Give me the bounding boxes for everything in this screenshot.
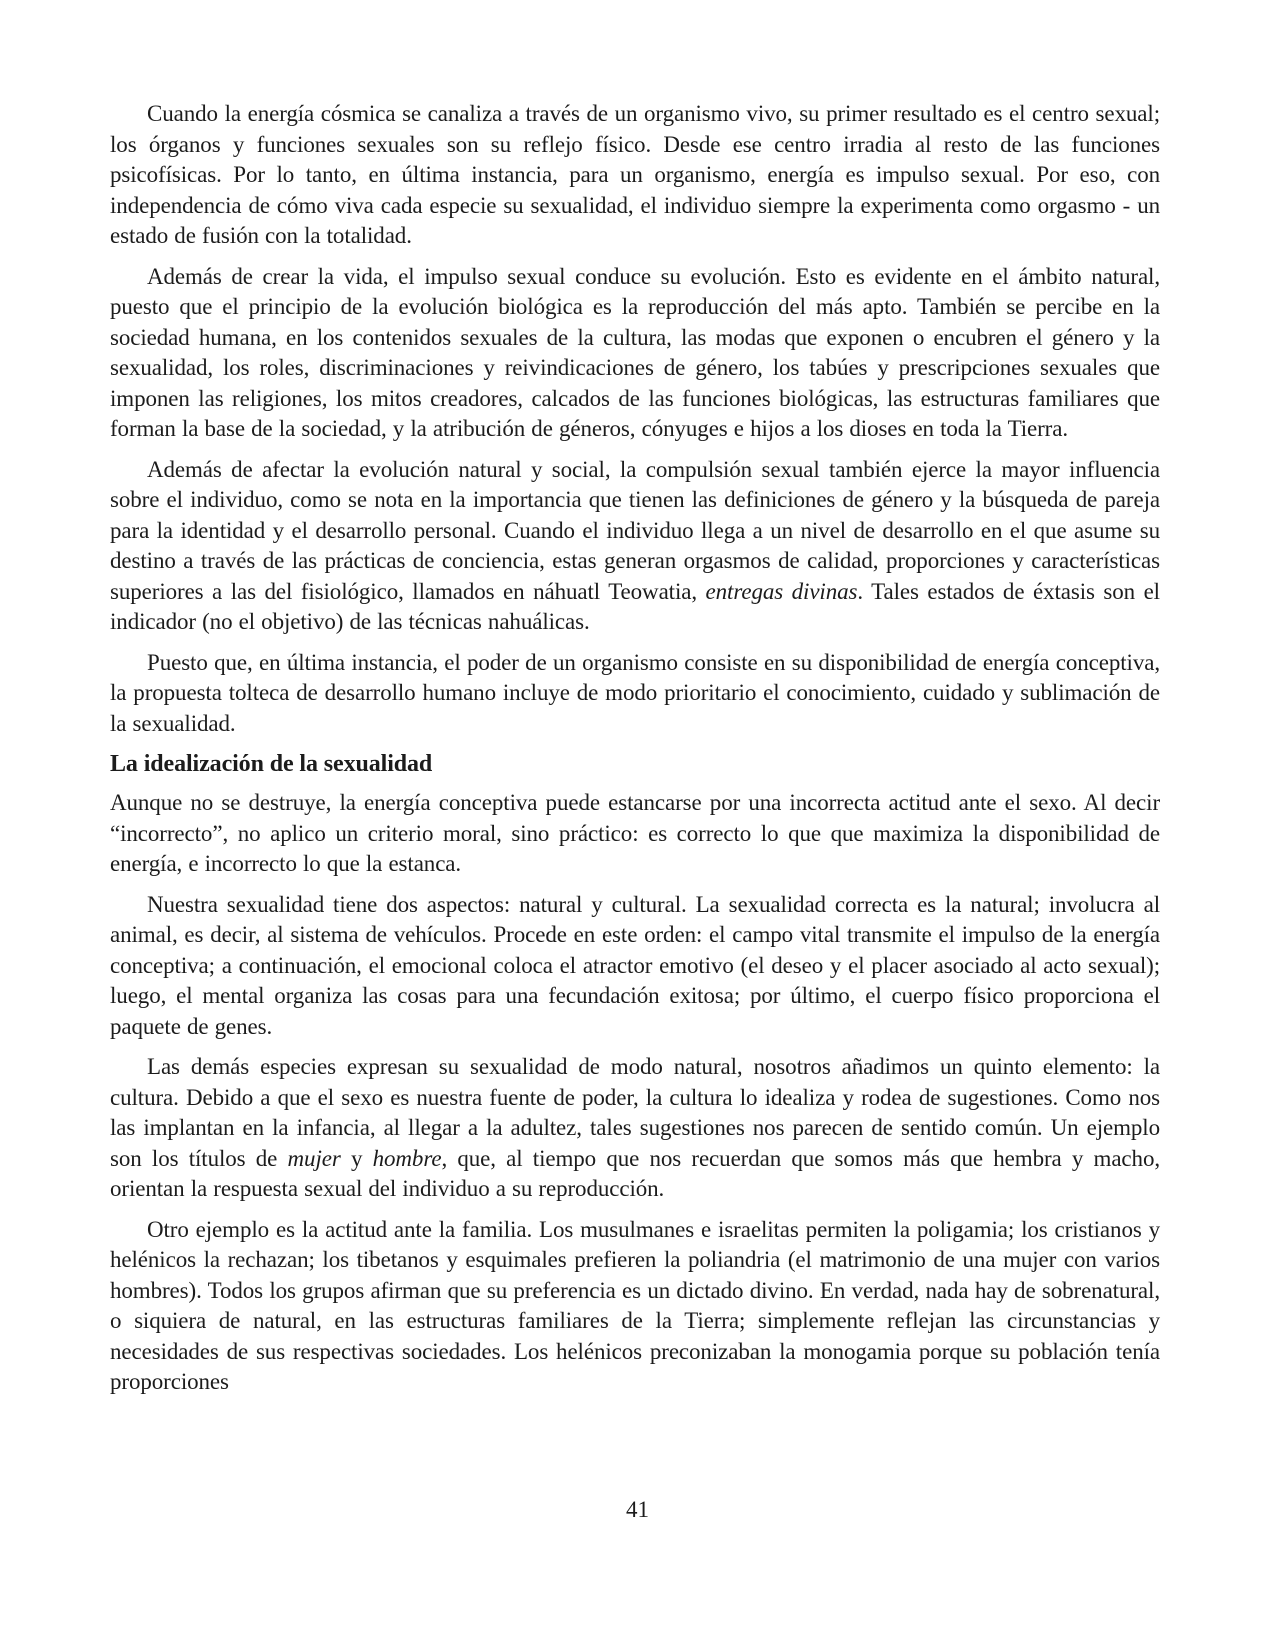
page-number: 41 [626,1497,649,1522]
italic-text-run: mujer [287,1145,341,1171]
paragraph [110,262,1160,445]
text-run: La idealización de la sexualidad [110,751,433,777]
text-run: Nuestra sexualidad tiene dos aspectos: natural y cultural. La sexualidad correcta es la natural; involucra al animal, es decir, al sistema de vehículos. Procede en este orden: el campo vital transmite el impulso de la energía conceptiva; a continuación, el emocional coloca el atractor emotivo (el deseo y el placer asociado al acto sexual); luego, el mental organiza las cosas para una fecundación exitosa; por último, el cuerpo físico proporciona el paquete de genes. [110,891,1160,1039]
text-run: Otro ejemplo es la actitud ante la familia. Los musulmanes e israelitas permiten la poligamia; los cristianos y helénicos la rechazan; los tibetanos y esquimales prefieren la poliandria (el matrimonio de una mujer con varios hombres). Todos los grupos afirman que su preferencia es un dictado divino. En verdad, nada hay de sobrenatural, o siquiera de natural, en las estructuras familiares de la Tierra; simplemente reflejan las circunstancias y necesidades de sus respectivas sociedades. Los helénicos preconizaban la monogamia porque su población tenía proporciones [110,1216,1160,1394]
paragraph [110,99,1160,252]
paragraph [110,648,1160,740]
paragraph [110,788,1160,880]
text-run: Las demás especies expresan su sexualidad de modo natural, nosotros añadimos un quinto elemento: la cultura. Debido a que el sexo es nuestra fuente de poder, la cultura lo idealiza y rodea de sugestiones. Como nos las implantan en la infancia, al llegar a la adultez, tales sugestiones nos parecen de sentido común. Un ejemplo son los títulos de [110,1054,1160,1171]
text-run: . Tales estados de éxtasis son el indicador (no el objetivo) de las técnicas nahuálicas. [110,578,1160,634]
text-run: Cuando la energía cósmica se canaliza a través de un organismo vivo, su primer resultado es el centro sexual; los órganos y funciones sexuales son su reflejo físico. Desde ese centro irradia al resto de las funciones psicofísicas. Por lo tanto, en última instancia, para un organismo, energía es impulso sexual. Por eso, con independencia de cómo viva cada especie su sexualidad, el individuo siempre la experimenta como orgasmo - un estado de fusión con la totalidad. [110,101,1160,248]
section-heading [110,749,1160,780]
paragraph [110,1215,1160,1398]
text-run: Aunque no se destruye, la energía conceptiva puede estancarse por una incorrecta actitud ante el sexo. Al decir “incorrecto”, no aplico un criterio moral, sino práctico: es correcto lo que que maximiza la disponibilidad de energía, e incorrecto lo que la estanca. [110,790,1160,876]
text-run: , que, al tiempo que nos recuerdan que somos más que hembra y macho, orientan la respuesta sexual del individuo a su reproducción. [110,1145,1160,1201]
italic-text-run: hombre [372,1145,442,1171]
text-run: Puesto que, en última instancia, el poder de un organismo consiste en su disponibilidad de energía conceptiva, la propuesta tolteca de desarrollo humano incluye de modo prioritario el conocimiento, cuidado y sublimación de la sexualidad. [110,649,1160,736]
text-run: Además de afectar la evolución natural y social, la compulsión sexual también ejerce la mayor influencia sobre el individuo, como se nota en la importancia que tienen las definiciones de género y la búsqueda de pareja para la identidad y el desarrollo personal. Cuando el individuo llega a un nivel de desarrollo en el que asume su destino a través de las prácticas de conciencia, estas generan orgasmos de calidad, proporciones y características superiores a las del fisiológico, llamados en náhuatl Teowatia, [110,456,1160,604]
text-run: y [340,1145,373,1171]
text-run: Además de crear la vida, el impulso sexual conduce su evolución. Esto es evidente en el ámbito natural, puesto que el principio de la evolución biológica es la reproducción del más apto. También se percibe en la sociedad humana, en los contenidos sexuales de la cultura, las modas que exponen o encubren el género y la sexualidad, los roles, discriminaciones y reivindicaciones de género, los tabúes y prescripciones sexuales que imponen las religiones, los mitos creadores, calcados de las funciones biológicas, las estructuras familiares que forman la base de la sociedad, y la atribución de géneros, cónyuges e hijos a los dioses en toda la Tierra. [110,263,1160,441]
paragraph [110,1052,1160,1205]
paragraph [110,455,1160,638]
italic-text-run: entregas divinas [705,578,858,604]
paragraph [110,890,1160,1043]
